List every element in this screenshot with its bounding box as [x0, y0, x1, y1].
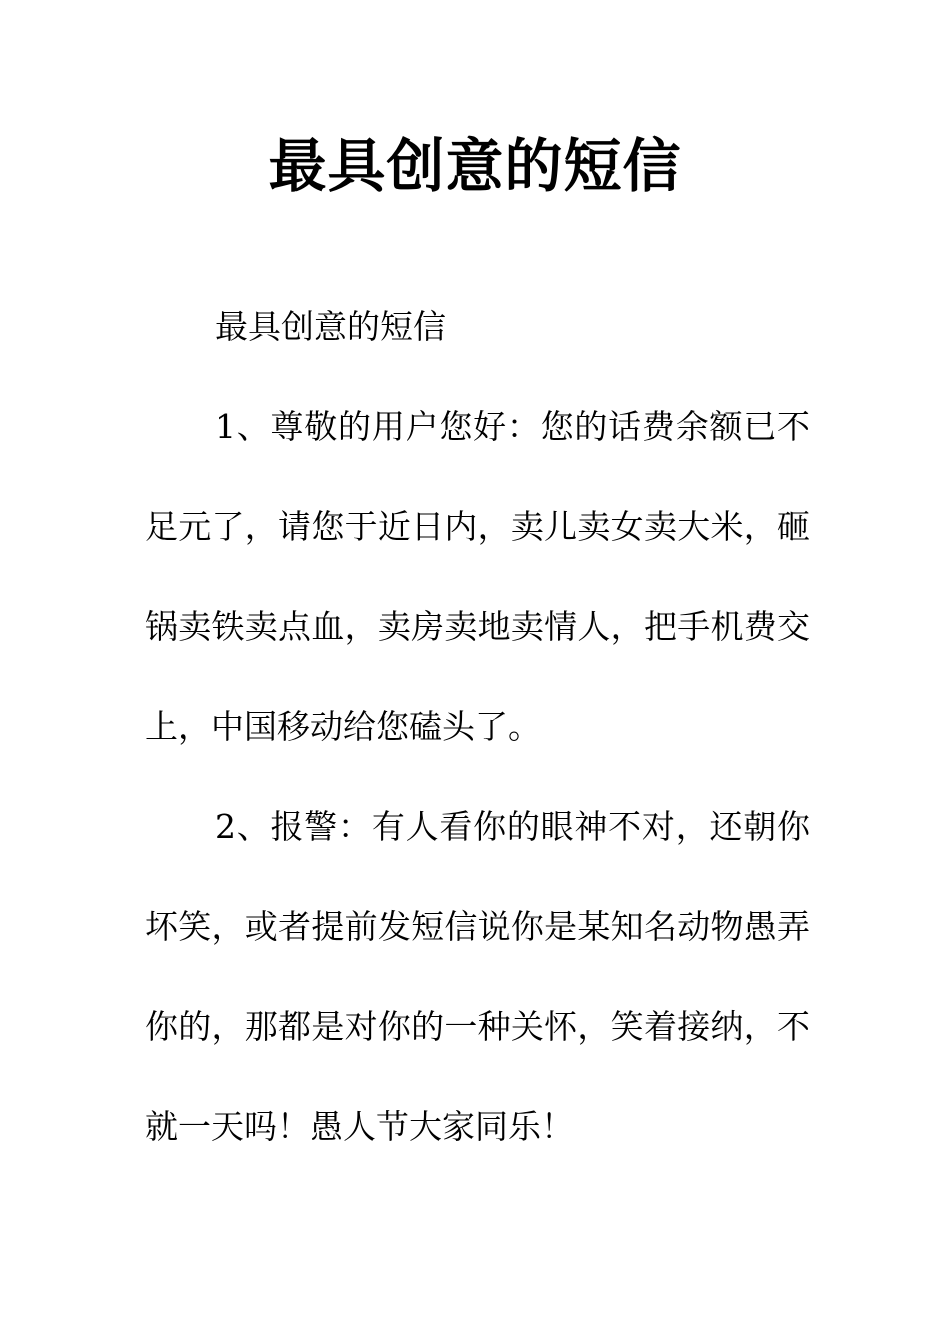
intro-line: 最具创意的短信 — [215, 307, 446, 346]
paragraph-2: 2、报警：有人看你的眼神不对，还朝你坏笑，或者提前发短信说你是某知名动物愚弄你的，那都是对你的一种关怀，笑着接纳，不就一天吗！愚人节大家同乐！ — [145, 807, 810, 1146]
paragraph-1: 1、尊敬的用户您好：您的话费余额已不足元了，请您于近日内，卖儿卖女卖大米，砸锅卖铁卖点血，卖房卖地卖情人，把手机费交上，中国移动给您磕头了。 — [145, 407, 810, 746]
document-title: 最具创意的短信 — [268, 132, 682, 200]
